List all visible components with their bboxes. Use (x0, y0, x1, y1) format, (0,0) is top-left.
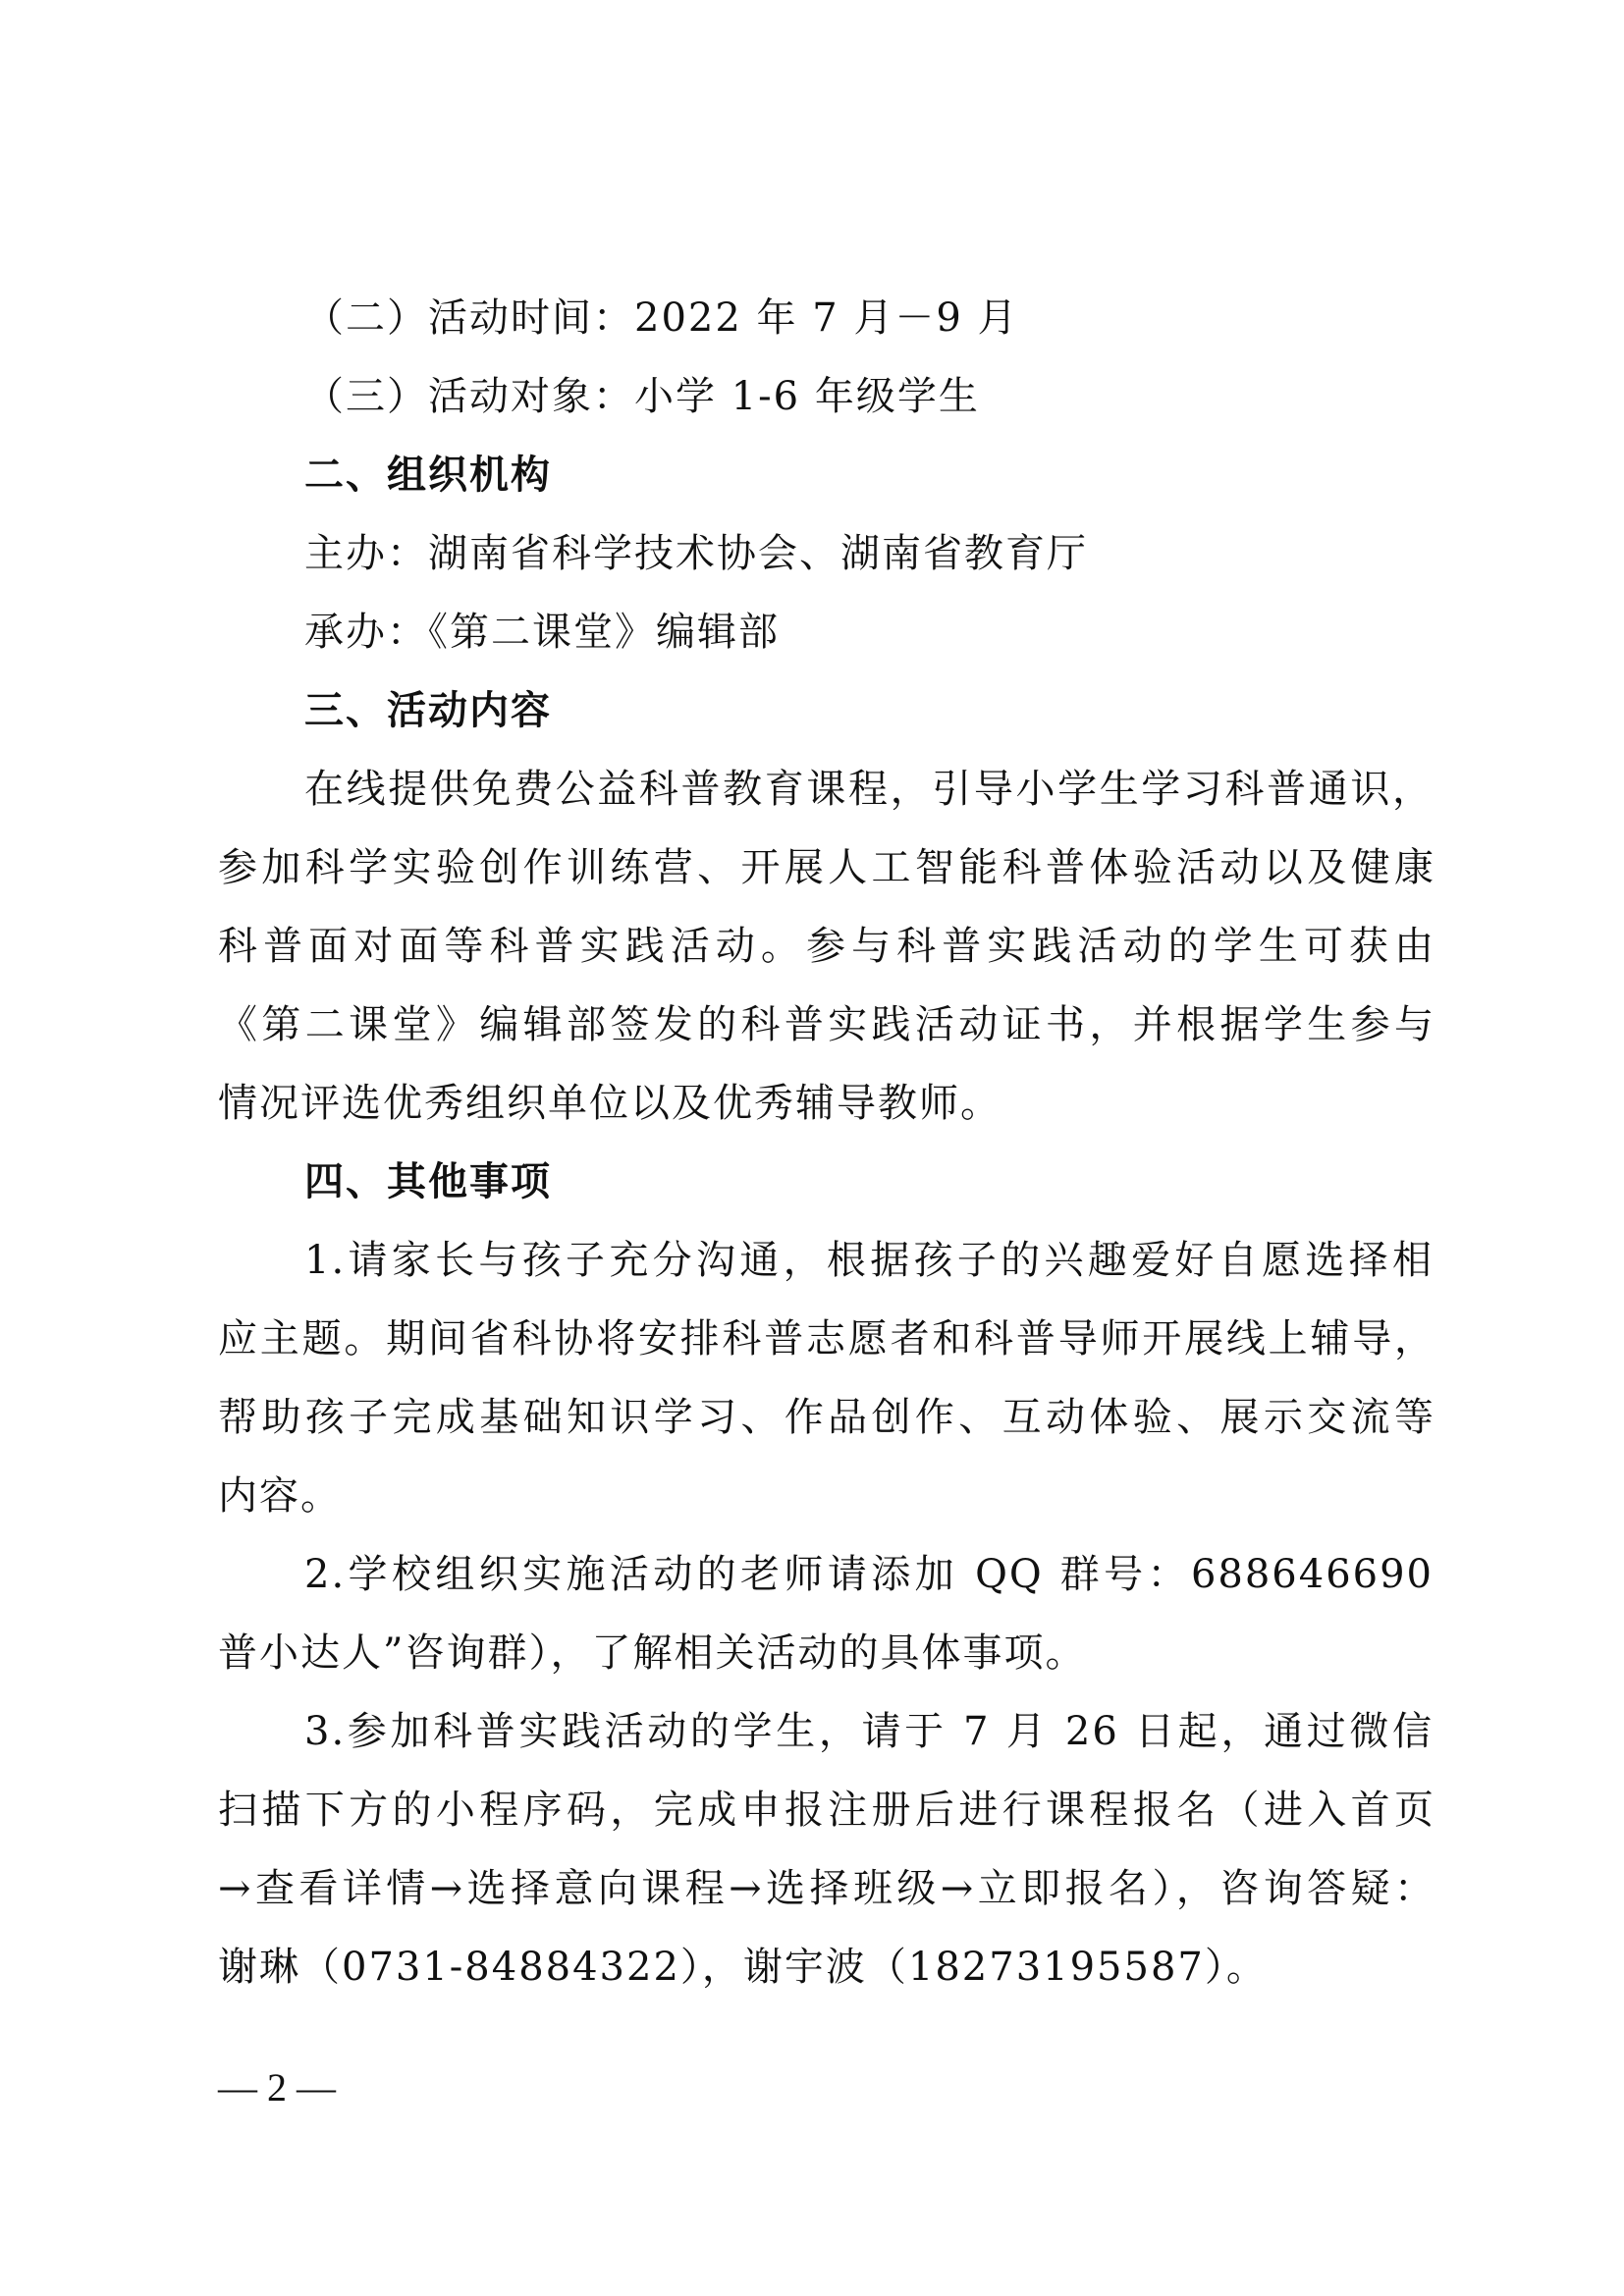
item-3-line: →查看详情→选择意向课程→选择班级→立即报名），咨询答疑： (218, 1866, 1435, 1911)
item-3-line: 3.参加科普实践活动的学生，请于 7 月 26 日起，通过微信 (304, 1709, 1434, 1754)
section-heading-content: 三、活动内容 (304, 688, 552, 733)
page-number: — 2 — (218, 2065, 336, 2109)
section-heading-organization: 二、组织机构 (304, 453, 552, 498)
content-paragraph-line: 参加科学实验创作训练营、开展人工智能科普体验活动以及健康 (218, 845, 1435, 890)
item-3-line: 谢琳（0731-84884322），谢宇波（18273195587）。 (218, 1945, 1268, 1990)
content-paragraph-line: 在线提供免费公益科普教育课程，引导小学生学习科普通识， (304, 767, 1434, 812)
activity-time: （二）活动时间：2022 年 7 月－9 月 (304, 295, 1019, 341)
item-1-line: 1.请家长与孩子充分沟通，根据孩子的兴趣爱好自愿选择相 (304, 1238, 1434, 1283)
organizer-line: 主办：湖南省科学技术协会、湖南省教育厅 (304, 531, 1088, 576)
item-1-line: 内容。 (218, 1473, 342, 1519)
content-paragraph-line: 科普面对面等科普实践活动。参与科普实践活动的学生可获由 (218, 924, 1435, 969)
item-1-line: 帮助孩子完成基础知识学习、作品创作、互动体验、展示交流等 (218, 1395, 1435, 1440)
item-3-line: 扫描下方的小程序码，完成申报注册后进行课程报名（进入首页 (218, 1788, 1435, 1833)
content-paragraph-line: 情况评选优秀组织单位以及优秀辅导教师。 (218, 1081, 1001, 1126)
content-paragraph-line: 《第二课堂》编辑部签发的科普实践活动证书，并根据学生参与 (218, 1002, 1435, 1047)
item-1-line: 应主题。期间省科协将安排科普志愿者和科普导师开展线上辅导， (218, 1316, 1435, 1362)
activity-target: （三）活动对象：小学 1-6 年级学生 (304, 374, 980, 419)
undertaker-line: 承办：《第二课堂》编辑部 (304, 610, 780, 655)
item-2-line: 2.学校组织实施活动的老师请添加 QQ 群号：688646690 (304, 1552, 1434, 1597)
item-2-line: 普小达人”咨询群），了解相关活动的具体事项。 (218, 1630, 1087, 1676)
section-heading-other: 四、其他事项 (304, 1159, 552, 1204)
